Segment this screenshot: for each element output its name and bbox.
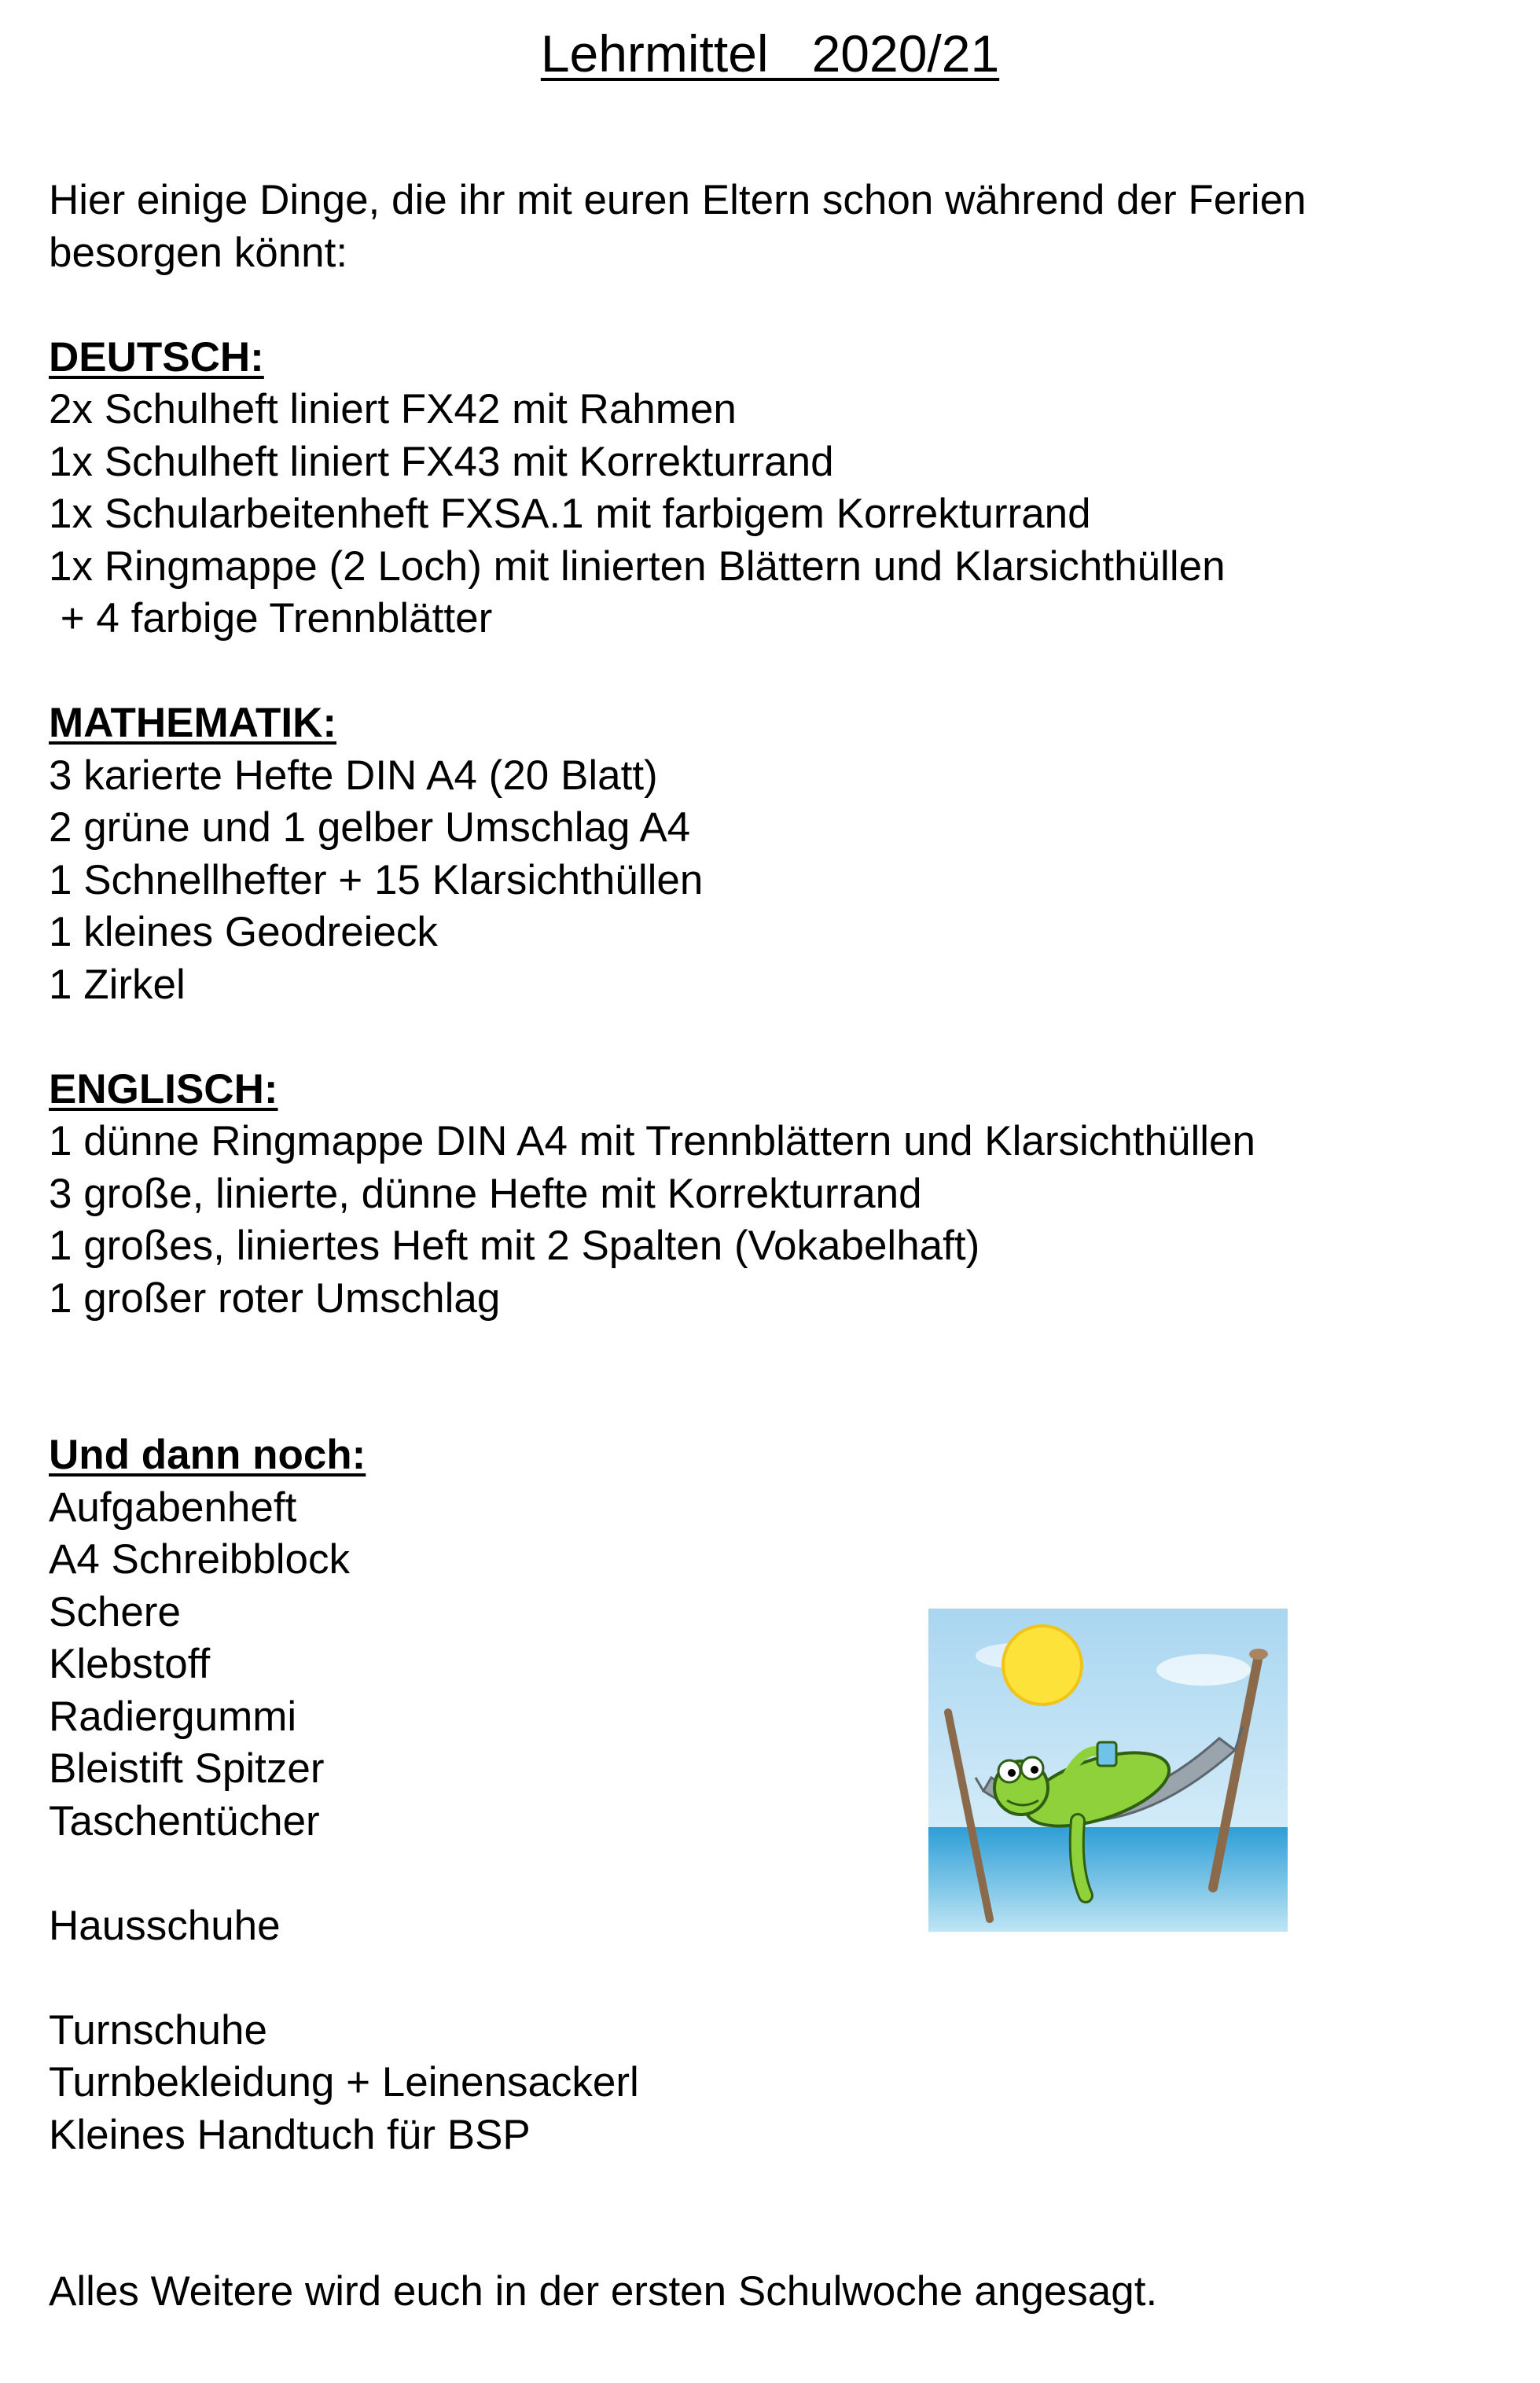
list-item: 3 große, linierte, dünne Hefte mit Korrekturrand [49, 1170, 922, 1217]
intro-line: besorgen könnt: [49, 229, 348, 276]
list-item: Aufgabenheft [49, 1484, 297, 1531]
list-item: Klebstoff [49, 1641, 211, 1687]
sun-icon [1003, 1626, 1082, 1705]
list-item: 1x Schularbeitenheft FXSA.1 mit farbigem Korrekturrand [49, 491, 1091, 537]
frog-pupil [1031, 1766, 1038, 1774]
list-item: 1 Schnellhefter + 15 Klarsichthüllen [49, 856, 704, 903]
section-sonstiges [49, 1429, 1479, 1482]
intro-line: Hier einige Dinge, die ihr mit euren Eltern schon während der Ferien [49, 177, 1307, 223]
list-item: Taschentücher [49, 1797, 320, 1844]
pole-top [1249, 1649, 1268, 1660]
list-item: 1 Zirkel [49, 961, 186, 1008]
frog-pupil [1008, 1769, 1016, 1777]
list-item: Bleistift Spitzer [49, 1745, 325, 1792]
section-englisch [49, 1064, 1479, 1116]
list-item: A4 Schreibblock [49, 1536, 350, 1583]
spacer [49, 645, 1479, 698]
section-heading-sonstiges: Und dann noch: [49, 1432, 366, 1478]
spacer [49, 2161, 1479, 2266]
list-item: 2x Schulheft liniert FX42 mit Rahmen [49, 386, 737, 432]
list-item: 1 großer roter Umschlag [49, 1274, 501, 1322]
section-heading-englisch: ENGLISCH: [49, 1065, 278, 1112]
list-item: 1x Schulheft liniert FX43 mit Korrekturrand [49, 438, 834, 485]
drink-glass-icon [1097, 1742, 1116, 1766]
list-item-hausschuhe: Hausschuhe [49, 1902, 281, 1949]
spacer [49, 1325, 1479, 1429]
list-item: 2 grüne und 1 gelber Umschlag A4 [49, 804, 691, 851]
document-body [49, 175, 1479, 2319]
section-deutsch [49, 332, 1479, 384]
list-item: 1 dünne Ringmappe DIN A4 mit Trennblättern und Klarsichthüllen [49, 1118, 1255, 1164]
section-heading-mathematik: MATHEMATIK: [49, 700, 337, 746]
list-item: 1 großes, liniertes Heft mit 2 Spalten (Vokabelhaft) [49, 1223, 980, 1269]
page-title [0, 22, 1540, 85]
list-item: 3 karierte Hefte DIN A4 (20 Blatt) [49, 752, 658, 799]
list-item: Schere [49, 1588, 181, 1635]
list-item: 1x Ringmappe (2 Loch) mit linierten Blättern und Klarsichthüllen [49, 542, 1226, 590]
spacer [49, 279, 1479, 332]
section-heading-deutsch: DEUTSCH: [49, 333, 264, 381]
spacer [49, 1952, 1479, 2005]
list-item: Kleines Handtuch für BSP [49, 2111, 531, 2158]
list-item: Radiergummi [49, 1693, 297, 1740]
footer-note: Alles Weitere wird euch in der ersten Schulwoche angesagt. [49, 2268, 1158, 2315]
list-item: + 4 farbige Trennblätter [49, 595, 493, 642]
frog-in-hammock-illustration [928, 1609, 1288, 1932]
list-item: Turnschuhe [49, 2006, 267, 2054]
cloud [1156, 1654, 1251, 1686]
spacer [49, 1011, 1479, 1064]
page-title-text: Lehrmittel 2020/21 [540, 24, 1000, 83]
list-item: 1 kleines Geodreieck [49, 909, 438, 955]
list-item: Turnbekleidung + Leinensackerl [49, 2059, 639, 2105]
section-mathematik [49, 697, 1479, 750]
